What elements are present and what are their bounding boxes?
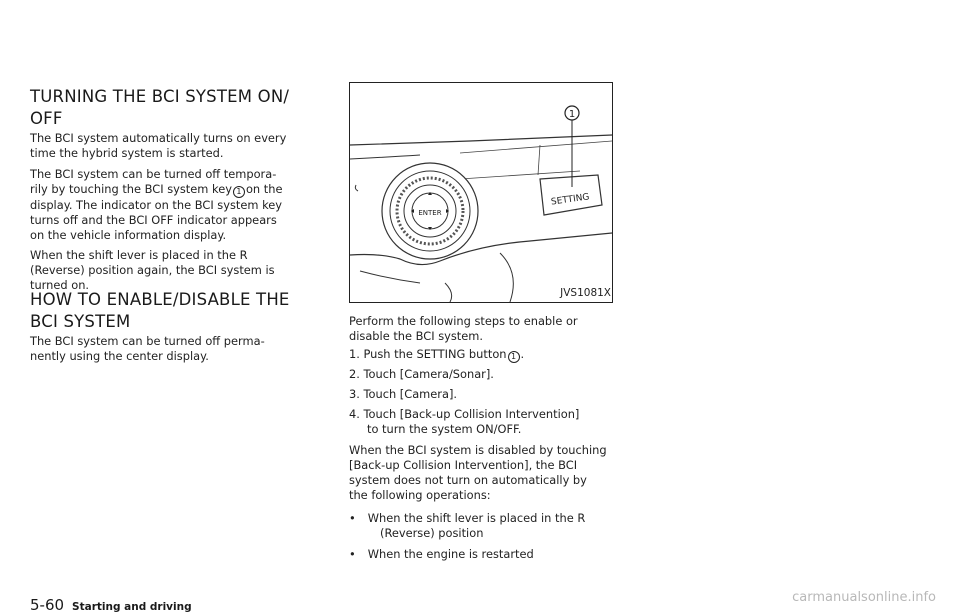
knob-label: ENTER	[418, 209, 442, 217]
section-name: Starting and driving	[72, 601, 192, 613]
figure-code: JVS1081X	[560, 287, 611, 299]
heading-line: BCI SYSTEM	[30, 312, 131, 331]
bullet-icon: •	[349, 547, 356, 561]
page-footer	[30, 596, 192, 614]
circled-number-icon: 1	[233, 186, 245, 198]
paragraph-permanent-off: The BCI system can be turned off perma- nently using the center display.	[30, 334, 265, 363]
heading-line: HOW TO ENABLE/DISABLE THE	[30, 290, 290, 309]
setting-button-label: SETTING	[550, 192, 591, 208]
paragraph-temporary-off: The BCI system can be turned off tempora- rily by touching the BCI system key 1 on the display. The indicator on the BCI system key turns off and the BCI OFF indicator appears on the vehicle information display.	[30, 167, 283, 242]
bullet-item-engine-restart: • When the engine is restarted	[349, 547, 534, 561]
page-number: 5-60	[30, 596, 65, 614]
watermark-text: carmanualsonline.info	[792, 590, 936, 605]
step-4: 4. Touch [Back-up Collision Intervention] to turn the system ON/OFF.	[349, 407, 580, 436]
paragraph-intro: Perform the following steps to enable or disable the BCI system.	[349, 314, 578, 343]
step-3: 3. Touch [Camera].	[349, 387, 458, 401]
heading-line: TURNING THE BCI SYSTEM ON/	[30, 87, 290, 106]
circled-number-icon: 1	[508, 351, 520, 363]
callout-1-icon	[565, 106, 579, 187]
paragraph-disabled: When the BCI system is disabled by touching [Back-up Collision Intervention], the BCI system does not turn on automatically by the following operations:	[349, 443, 607, 502]
controller-knob-icon	[382, 163, 478, 259]
illustration-frame	[349, 82, 613, 303]
dashboard-illustration	[350, 83, 612, 302]
step-1: 1. Push the SETTING button 1 .	[349, 347, 525, 361]
bullet-item-shift-lever: • When the shift lever is placed in the R (Reverse) position	[349, 511, 586, 540]
callout-number: 1	[568, 109, 576, 120]
heading-line: OFF	[30, 109, 63, 128]
step-2: 2. Touch [Camera/Sonar].	[349, 367, 494, 381]
paragraph-reverse: When the shift lever is placed in the R (Reverse) position again, the BCI system is turned on.	[30, 248, 275, 292]
bullet-icon: •	[349, 511, 356, 525]
paragraph-auto-on: The BCI system automatically turns on every time the hybrid system is started.	[30, 131, 287, 160]
setting-button-icon	[540, 175, 602, 215]
